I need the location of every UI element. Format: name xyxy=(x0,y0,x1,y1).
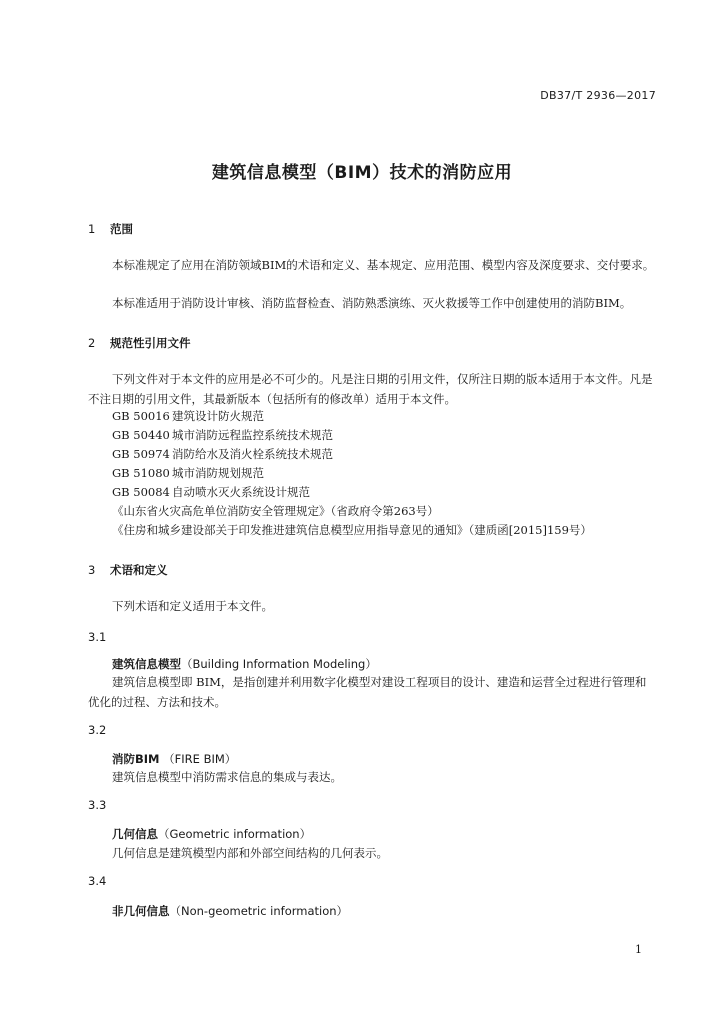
term-name: 非几何信息 xyxy=(112,904,170,918)
paragraph: 本标准适用于消防设计审核、消防监督检查、消防熟悉演练、灭火救援等工作中创建使用的消防BIM。 xyxy=(112,296,632,310)
reference-regulation: 《住房和城乡建设部关于印发推进建筑信息模型应用指导意见的通知》（建质函[2015]159号） xyxy=(112,523,592,537)
term-definition: 几何信息是建筑模型内部和外部空间结构的几何表示。 xyxy=(112,846,388,860)
clause-number: 3.3 xyxy=(88,798,107,812)
reference-item xyxy=(112,464,264,484)
reference-code: GB 50974 xyxy=(112,447,170,461)
section-heading-normative-references xyxy=(88,335,191,351)
standard-number: DB37/T 2936—2017 xyxy=(540,89,656,102)
term-name: 几何信息 xyxy=(112,827,158,841)
section-heading-scope xyxy=(88,221,133,237)
term-english: （Building Information Modeling） xyxy=(181,657,377,671)
term-entry xyxy=(112,656,377,672)
reference-item xyxy=(112,445,333,465)
term-english: （Non-geometric information） xyxy=(169,904,349,918)
term-entry xyxy=(112,826,311,842)
paragraph: 下列术语和定义适用于本文件。 xyxy=(112,599,273,613)
reference-code: GB 50016 xyxy=(112,409,170,423)
reference-title: 建筑设计防火规范 xyxy=(172,409,264,423)
section-title: 术语和定义 xyxy=(110,563,168,577)
section-number: 1 xyxy=(88,222,96,236)
section-number: 3 xyxy=(88,563,96,577)
paragraph: 本标准规定了应用在消防领域BIM的术语和定义、基本规定、应用范围、模型内容及深度要求、交付要求。 xyxy=(112,258,655,272)
term-definition: 建筑信息模型即 BIM，是指创建并利用数字化模型对建设工程项目的设计、建造和运营全过程进行管理和优化的过程、方法和技术。 xyxy=(88,675,647,709)
term-entry xyxy=(112,751,236,767)
document-title: 建筑信息模型（BIM）技术的消防应用 xyxy=(211,163,513,183)
reference-item xyxy=(112,426,333,446)
term-entry xyxy=(112,903,348,919)
reference-title: 城市消防远程监控系统技术规范 xyxy=(172,428,333,442)
term-english: （FIRE BIM） xyxy=(159,752,237,766)
reference-code: GB 50084 xyxy=(112,485,170,499)
term-name: 消防BIM xyxy=(112,752,160,766)
section-heading-terms-definitions xyxy=(88,562,168,578)
reference-title: 城市消防规划规范 xyxy=(172,466,264,480)
reference-item xyxy=(112,407,264,427)
clause-number: 3.4 xyxy=(88,874,107,888)
term-name: 建筑信息模型 xyxy=(112,657,181,671)
section-title: 规范性引用文件 xyxy=(110,336,191,350)
clause-number: 3.2 xyxy=(88,723,107,737)
section-number: 2 xyxy=(88,336,96,350)
section-title: 范围 xyxy=(110,222,134,236)
reference-code: GB 50440 xyxy=(112,428,170,442)
reference-title: 消防给水及消火栓系统技术规范 xyxy=(172,447,333,461)
reference-title: 自动喷水灭火系统设计规范 xyxy=(172,485,310,499)
paragraph: 下列文件对于本文件的应用是必不可少的。凡是注日期的引用文件，仅所注日期的版本适用于本文件。凡是不注日期的引用文件，其最新版本（包括所有的修改单）适用于本文件。 xyxy=(88,372,653,406)
term-english: （Geometric information） xyxy=(158,827,312,841)
reference-regulation: 《山东省火灾高危单位消防安全管理规定》（省政府令第263号） xyxy=(112,504,439,518)
page-number: 1 xyxy=(635,943,642,956)
reference-code: GB 51080 xyxy=(112,466,170,480)
term-definition: 建筑信息模型中消防需求信息的集成与表达。 xyxy=(112,770,342,784)
clause-number: 3.1 xyxy=(88,630,107,644)
reference-item xyxy=(112,483,310,503)
